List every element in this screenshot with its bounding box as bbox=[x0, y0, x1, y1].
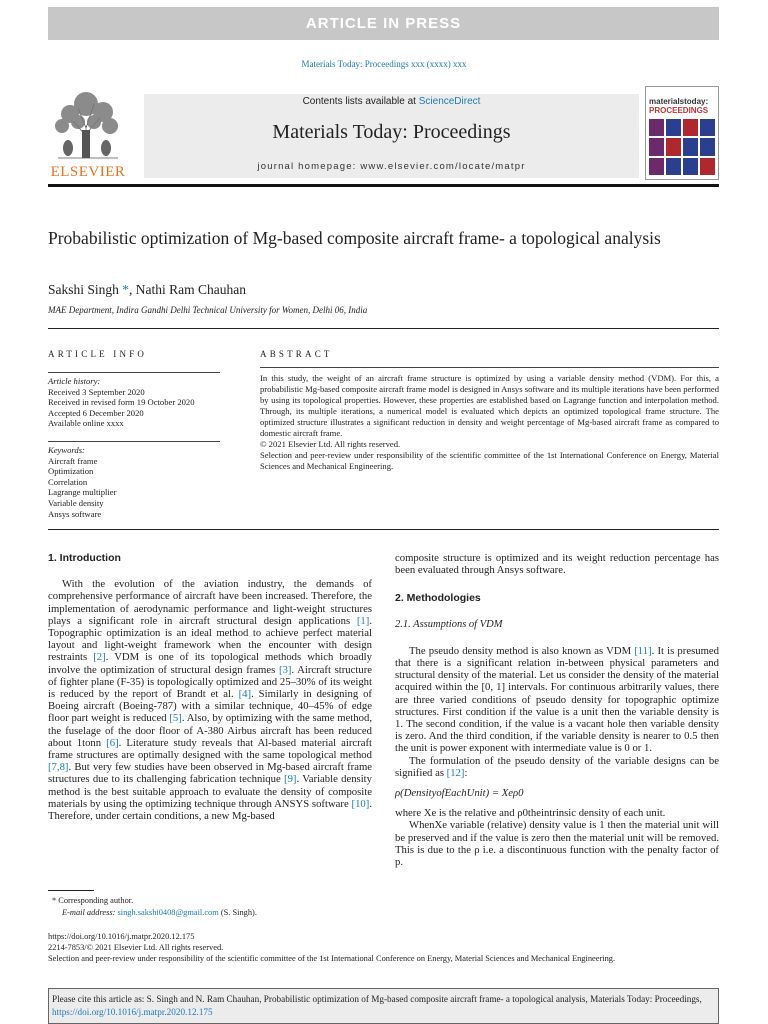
formulation-paragraph: The formulation of the pseudo density of the variable designs can be signified as [12]: bbox=[395, 754, 719, 779]
density-equation: ρ(DensityofEachUnit) = Xeρ0 bbox=[395, 787, 524, 800]
email-link[interactable]: singh.sakshi0408@gmail.com bbox=[117, 908, 219, 917]
article-info-heading: ARTICLE INFO bbox=[48, 349, 148, 359]
journal-reference-link[interactable]: Materials Today: Proceedings xxx (xxxx) xxx bbox=[301, 59, 467, 69]
vdm-paragraph: The pseudo density method is also known as VDM [11]. It is presumed that there is a significant relation in-between physical parameters and structural density of the material. Let us consider the density of the material acquired within the [0, 1] intervals. For continuous arbitrarily values, there are three varied conditions of pseudo density for topographic optimize structures. First condition if the value is a unit then the variable density is 1. The second condition, if the value is a vacant hole then variable density is zero. And the third condition, if the variable density is nearer to 0.5 then the unit is power exponent with intermediate value is 0 or 1. bbox=[395, 644, 719, 755]
masthead bbox=[48, 86, 719, 184]
keyword: Lagrange multiplier bbox=[48, 487, 117, 498]
keyword: Ansys software bbox=[48, 508, 102, 519]
abstract-peer-review: Selection and peer-review under responsibility of the scientific committee of the 1st International Conference on Energy, Material Sciences and Mechanical Engineering. bbox=[260, 450, 719, 471]
ref-link[interactable]: [7,8] bbox=[48, 761, 69, 774]
journal-title: Materials Today: Proceedings bbox=[272, 121, 511, 143]
equation-where: where Xe is the relative and ρ0theintrinsic density of each unit. bbox=[395, 807, 666, 820]
authors bbox=[48, 282, 246, 298]
affiliation: MAE Department, Indira Gandhi Delhi Technical University for Women, Delhi 06, India bbox=[48, 305, 368, 315]
journal-masthead-box bbox=[144, 94, 639, 178]
cover-image-grid bbox=[649, 119, 715, 175]
corresponding-author-mark[interactable]: * bbox=[122, 282, 130, 297]
keyword: Optimization bbox=[48, 466, 94, 477]
email-label: E-mail address: bbox=[62, 908, 118, 917]
history-item: Received 3 September 2020 bbox=[48, 386, 145, 397]
author-1: Sakshi Singh bbox=[48, 282, 119, 297]
keyword: Variable density bbox=[48, 497, 104, 508]
cover-title bbox=[646, 97, 718, 115]
ref-link[interactable]: [10] bbox=[351, 797, 370, 810]
bottom-peer-review: Selection and peer-review under responsibility of the scientific committee of the 1st International Conference on Energy, Material Sciences and Mechanical Engineering. bbox=[48, 954, 616, 963]
keywords-label: Keywords: bbox=[48, 444, 85, 455]
footnote-rule bbox=[48, 890, 94, 891]
article-history bbox=[48, 373, 220, 433]
abstract-heading: ABSTRACT bbox=[260, 349, 333, 359]
keywords bbox=[48, 442, 220, 523]
history-item: Received in revised form 19 October 2020 bbox=[48, 397, 195, 408]
abstract-section bbox=[260, 349, 719, 472]
ref-link[interactable]: [3] bbox=[278, 663, 292, 676]
vdm-subheading: 2.1. Assumptions of VDM bbox=[395, 618, 503, 630]
ref-link[interactable]: [11] bbox=[634, 644, 652, 657]
ref-link[interactable]: [9] bbox=[284, 773, 297, 786]
sciencedirect-link[interactable]: ScienceDirect bbox=[418, 96, 481, 107]
history-item: Accepted 6 December 2020 bbox=[48, 407, 144, 418]
keyword: Aircraft frame bbox=[48, 455, 98, 466]
corresponding-author-note: * Corresponding author. bbox=[52, 896, 134, 905]
penalty-paragraph: WhenXe variable (relative) density value is 1 then the material unit will be preserved and if the value is zero then the material unit will be removed. This is due to the ρ i.e. a discontinuous function with the penalty factor of p. bbox=[395, 819, 719, 869]
journal-cover-thumbnail bbox=[645, 86, 719, 180]
doi-link[interactable]: https://doi.org/10.1016/j.matpr.2020.12.175 bbox=[48, 932, 195, 941]
author-2: , Nathi Ram Chauhan bbox=[129, 282, 246, 297]
masthead-rule bbox=[48, 184, 719, 187]
journal-homepage[interactable]: journal homepage: www.elsevier.com/locate/matpr bbox=[257, 161, 526, 172]
ref-link[interactable]: [1] bbox=[356, 614, 370, 627]
intro-continuation: composite structure is optimized and its weight reduction percentage has been evaluated through Ansys software. bbox=[395, 552, 719, 577]
header-divider bbox=[48, 328, 719, 329]
front-matter-divider bbox=[48, 529, 719, 530]
ref-link[interactable]: [5] bbox=[169, 712, 182, 725]
intro-heading: 1. Introduction bbox=[48, 552, 121, 564]
article-in-press-banner: ARTICLE IN PRESS bbox=[48, 7, 719, 40]
abstract-text: In this study, the weight of an aircraft frame structure is optimized by using a variable density method (VDM). For this, a probabilistic Mg-based composite aircraft frame model is designed in Ansys software and its multiple iterations have been performed by using its topological properties. However, these properties are established based on Lagrange function and interpolation method. Through, its multiple iterations, a numerical model is evaluated which depicts an optimized topological frame structure. The optimized structure illustrates a significant reduction in density and weight percentage of Mg-based aircraft frame as compared to domestic aircraft frame. bbox=[260, 373, 719, 438]
contents-available bbox=[144, 96, 639, 107]
citation-text: Please cite this article as: S. Singh and N. Ram Chauhan, Probabilistic optimization of Mg-based composite aircraft frame- a topological analysis, Materials Today: Proceedings, bbox=[52, 994, 702, 1004]
ref-link[interactable]: [12] bbox=[446, 766, 465, 779]
history-item: Available online xxxx bbox=[48, 418, 124, 429]
abstract-body bbox=[260, 367, 719, 472]
elsevier-wordmark: ELSEVIER bbox=[50, 164, 126, 180]
ref-link[interactable]: [2] bbox=[93, 651, 106, 664]
intro-paragraph: With the evolution of the aviation industry, the demands of comprehensive performance of aircraft have been increased. Therefore, the implementation of aerodynamic performance and light-weight structures plays a significant role in aircraft structural design applications [1]. Topographic optimization is an ideal method to achieve perfect material layout and light-weight framework when the encounter with design restraints [2]. VDM is one of its topological methods which broadly involve the optimization of structural design frames [3]. Aircraft structure of fighter plane (F-35) is topologically optimized and 25–30% of its weight is reduced by the report of Brandt et al. [4]. Similarly in designing of Boeing aircraft (Boeing-787) with a similar technique, 40–45% of edge floor part weight is reduced [5]. Also, by optimizing with the same method, the fuselage of the door floor of A-380 Airbus aircraft has been reduced about 1tonn [6]. Literature study reveals that Al-based material aircraft frame structures are optimally designed with the same topological method [7,8]. But very few studies have been observed in Mg-based aircraft frame structures due to its challenging fabrication technique [9]. Variable density method is the best suitable approach to evaluate the density of composite materials by using the optimizing technique through ANSYS software [10]. Therefore, under certain conditions, a new Mg-based bbox=[48, 578, 373, 823]
ref-link[interactable]: [6] bbox=[106, 736, 119, 749]
methodologies-heading: 2. Methodologies bbox=[395, 592, 481, 605]
contents-prefix: Contents lists available at bbox=[302, 96, 419, 107]
abstract-copyright: © 2021 Elsevier Ltd. All rights reserved. bbox=[260, 439, 401, 449]
ref-link[interactable]: [4] bbox=[238, 688, 252, 701]
email-note bbox=[62, 908, 257, 917]
citation-box bbox=[48, 988, 719, 1024]
article-title: Probabilistic optimization of Mg-based composite aircraft frame- a topological analysis bbox=[48, 228, 661, 248]
citation-doi-link[interactable]: https://doi.org/10.1016/j.matpr.2020.12.175 bbox=[52, 1007, 213, 1017]
cover-title-a: materialstoday: bbox=[649, 97, 709, 106]
left-column bbox=[48, 552, 372, 822]
issn-copyright: 2214-7853/© 2021 Elsevier Ltd. All rights reserved. bbox=[48, 943, 224, 952]
cover-title-b: PROCEEDINGS bbox=[649, 106, 709, 115]
article-info bbox=[48, 349, 220, 523]
right-column bbox=[395, 552, 719, 868]
email-suffix: (S. Singh). bbox=[218, 908, 257, 917]
keyword: Correlation bbox=[48, 476, 88, 487]
history-label: Article history: bbox=[48, 376, 101, 386]
